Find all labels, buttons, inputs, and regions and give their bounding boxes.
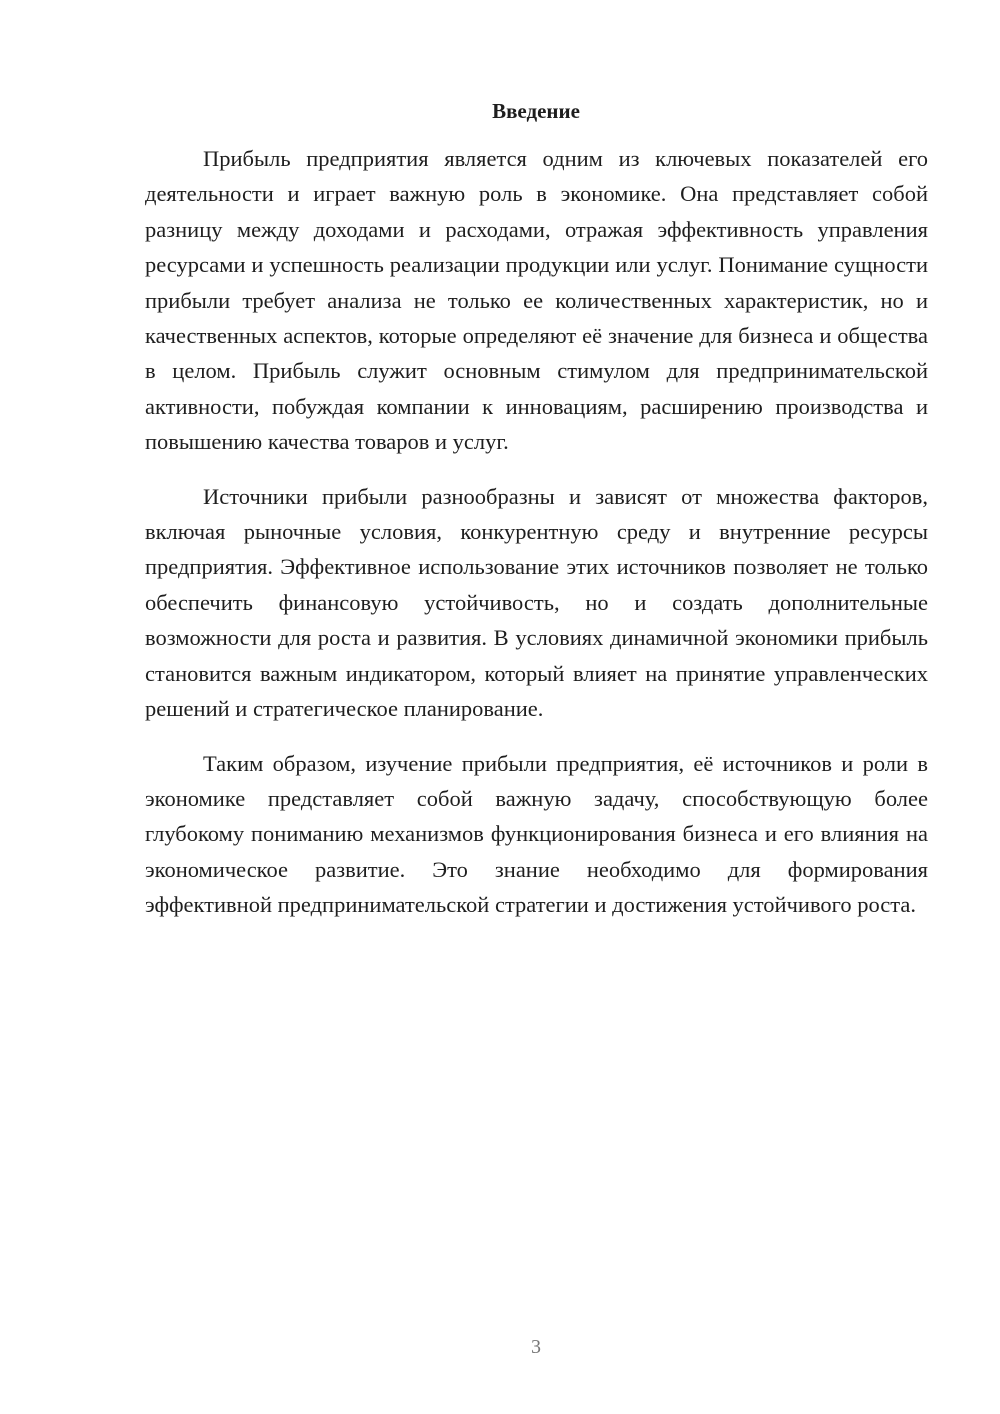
document-body bbox=[145, 141, 928, 923]
paragraph-profit-definition: Прибыль предприятия является одним из ключевых показателей его деятельности и играет важную роль в экономике. Она представляет собой разницу между доходами и расходами, отражая эффективность управления ресурсами и успешность реализации продукции или услуг. Понимание сущности прибыли требует анализа не только ее количественных характеристик, но и качественных аспектов, которые определяют её значение для бизнеса и общества в целом. Прибыль служит основным стимулом для предпринимательской активности, побуждая компании к инновациям, расширению производства и повышению качества товаров и услуг. bbox=[145, 146, 928, 455]
paragraph-profit-sources: Источники прибыли разнообразны и зависят от множества факторов, включая рыночные условия, конкурентную среду и внутренние ресурсы предприятия. Эффективное использование этих источников позволяет не только обеспечить финансовую устойчивость, но и создать дополнительные возможности для роста и развития. В условиях динамичной экономики прибыль становится важным индикатором, который влияет на принятие управленческих решений и стратегическое планирование. bbox=[145, 483, 928, 722]
paragraph-conclusion: Таким образом, изучение прибыли предприятия, её источников и роли в экономике представляет собой важную задачу, способствующую более глубокому пониманию механизмов функционирования бизнеса и его влияния на экономическое развитие. Это знание необходимо для формирования эффективной предпринимательской стратегии и достижения устойчивого роста. bbox=[145, 750, 928, 918]
page-title: Введение bbox=[492, 99, 580, 123]
page-number: 3 bbox=[531, 1336, 541, 1358]
